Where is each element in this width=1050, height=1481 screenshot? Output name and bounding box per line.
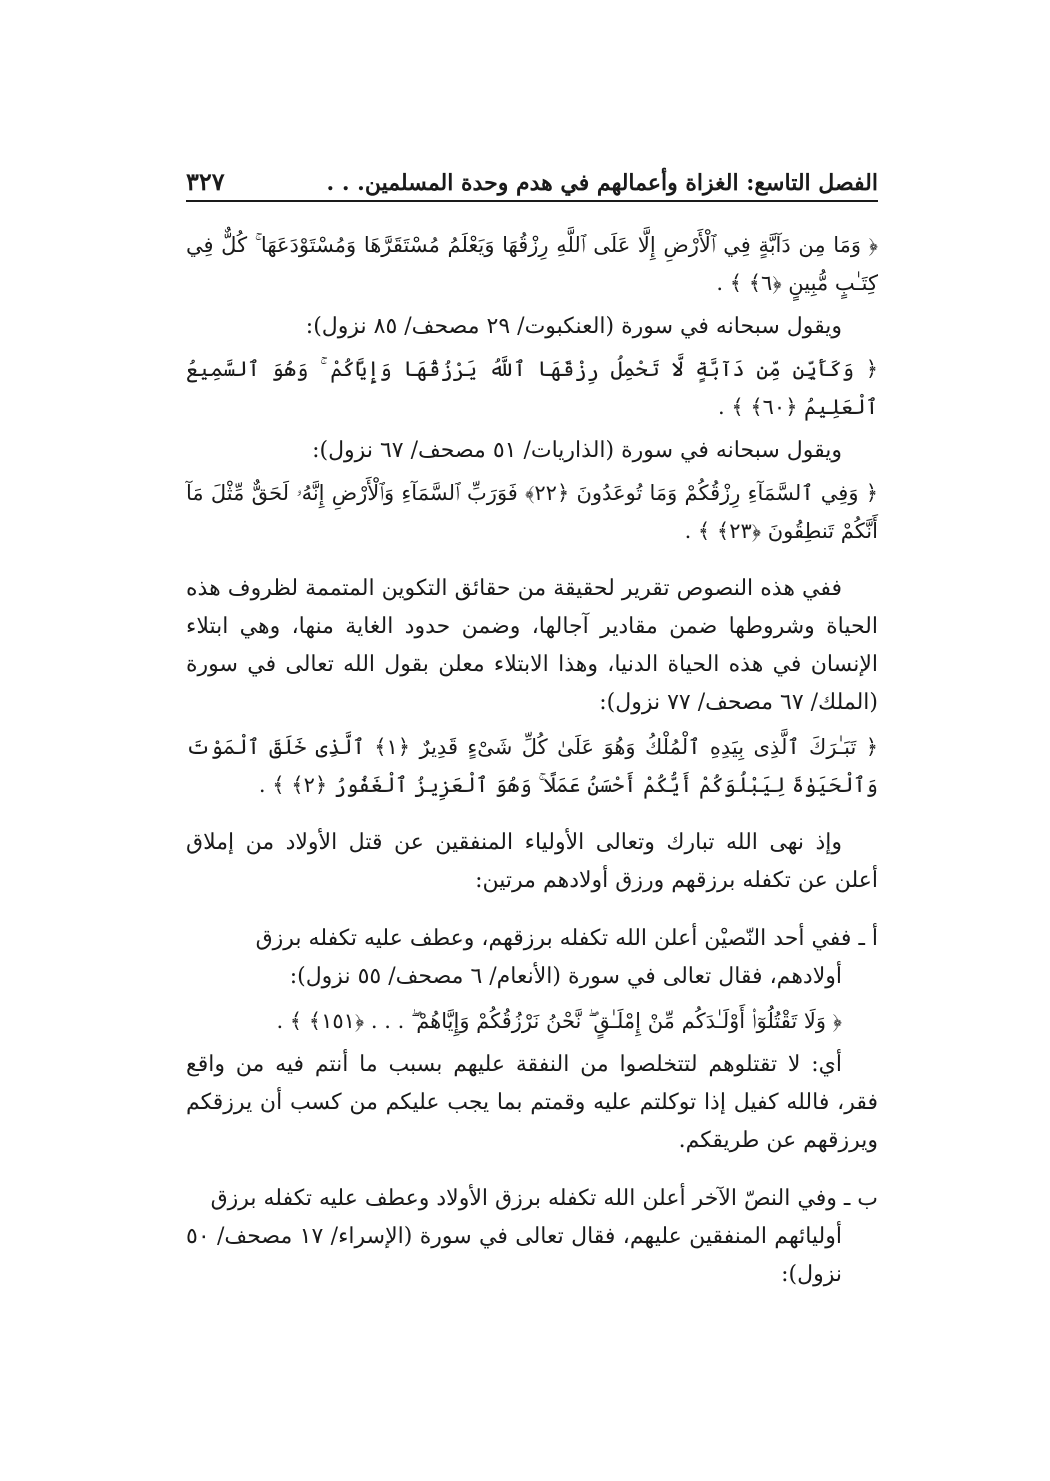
quran-verse: ﴿ وَفِي ٱلسَّمَآءِ رِزْقُكُمْ وَمَا تُوعَدُونَ ﴿٢٢﴾ فَوَرَبِّ ٱلسَّمَآءِ وَٱلْأَرْضِ إِنَّهُۥ لَحَقٌّ مِّثْلَ مَآ أَنَّكُمْ تَنطِقُونَ ﴿٢٣﴾ ﴾ . xyxy=(186,481,878,543)
list-item-a xyxy=(186,920,878,996)
paragraph: أي: لا تقتلوهم لتتخلصوا من النفقة عليهم بسبب ما أنتم فيه من واقع فقر، فالله كفيل إذا توكلتم عليه وقمتم بما يجب عليكم من كسب أن يرزقكم ويرزقهم عن طريقكم. xyxy=(186,1052,878,1153)
list-item-continuation: أولادهم، فقال تعالى في سورة (الأنعام/ ٦ مصحف/ ٥٥ نزول): xyxy=(289,964,842,989)
quran-verse: ﴿ وَكَأَيِّن مِّن دَآبَّةٍ لَّا تَحْمِلُ رِزْقَهَا ٱللَّهُ يَرْزُقُهَا وَإِيَّاكُمْ ۚ وَهُوَ ٱلسَّمِيعُ ٱلْعَلِيمُ ﴿٦٠﴾ ﴾ . xyxy=(186,357,878,419)
chapter-title: الفصل التاسع: الغزاة وأعمالهم في هدم وحدة المسلمين. . . xyxy=(326,170,878,196)
page-number: ٣٢٧ xyxy=(186,167,225,196)
quran-verse: ﴿ وَمَا مِن دَآبَّةٍ فِي ٱلْأَرْضِ إِلَّا عَلَى ٱللَّهِ رِزْقُهَا وَيَعْلَمُ مُسْتَقَرَّهَا وَمُسْتَوْدَعَهَا ۚ كُلٌّ فِي كِتَـٰبٍ مُّبِينٍ ﴿٦﴾ ﴾ . xyxy=(186,233,878,295)
verse-intro: ويقول سبحانه في سورة (العنكبوت/ ٢٩ مصحف/ ٨٥ نزول): xyxy=(305,314,842,339)
verse-intro: ويقول سبحانه في سورة (الذاريات/ ٥١ مصحف/ ٦٧ نزول): xyxy=(312,438,842,463)
quran-verse: ﴿ تَبَـٰرَكَ ٱلَّذِى بِيَدِهِ ٱلْمُلْكُ وَهُوَ عَلَىٰ كُلِّ شَىْءٍ قَدِيرٌ ﴿١﴾ ٱلَّذِى خَلَقَ ٱلْمَوْتَ وَٱلْحَيَوٰةَ لِيَبْلُوَكُمْ أَيُّكُمْ أَحْسَنُ عَمَلًا ۚ وَهُوَ ٱلْعَزِيزُ ٱلْغَفُورُ ﴿٢﴾ ﴾ . xyxy=(186,735,878,797)
paragraph: وإذ نهى الله تبارك وتعالى الأولياء المنفقين عن قتل الأولاد من إملاق أعلن عن تكفله برزقهم ورزق أولادهم مرتين: xyxy=(186,830,878,893)
list-item-text: أ ـ ففي أحد النّصيْن أعلن الله تكفله برزقهم، وعطف عليه تكفله برزق xyxy=(255,926,878,951)
paragraph: ففي هذه النصوص تقرير لحقيقة من حقائق التكوين المتممة لظروف هذه الحياة وشروطها ضمن مقادير آجالها، وضمن حدود الغاية منها، وهي ابتلاء الإنسان في هذه الحياة الدنيا، وهذا الابتلاء معلن بقول الله تعالى في سورة (الملك/ ٦٧ مصحف/ ٧٧ نزول): xyxy=(186,576,878,715)
list-item-b xyxy=(186,1180,878,1294)
page-header xyxy=(186,162,878,202)
page-body xyxy=(186,222,878,1300)
quran-verse: ﴿ وَلَا تَقْتُلُوٓا۟ أَوْلَـٰدَكُم مِّنْ إِمْلَـٰقٍ ۖ نَّحْنُ نَرْزُقُكُمْ وَإِيَّاهُمْ ۖ . . . ﴿١٥١﴾ ﴾ . xyxy=(276,1009,842,1033)
list-item-continuation: أوليائهم المنفقين عليهم، فقال تعالى في سورة (الإسراء/ ١٧ مصحف/ ٥٠ نزول): xyxy=(186,1224,842,1287)
list-item-text: ب ـ وفي النصّ الآخر أعلن الله تكفله برزق الأولاد وعطف عليه تكفله برزق xyxy=(210,1186,878,1211)
